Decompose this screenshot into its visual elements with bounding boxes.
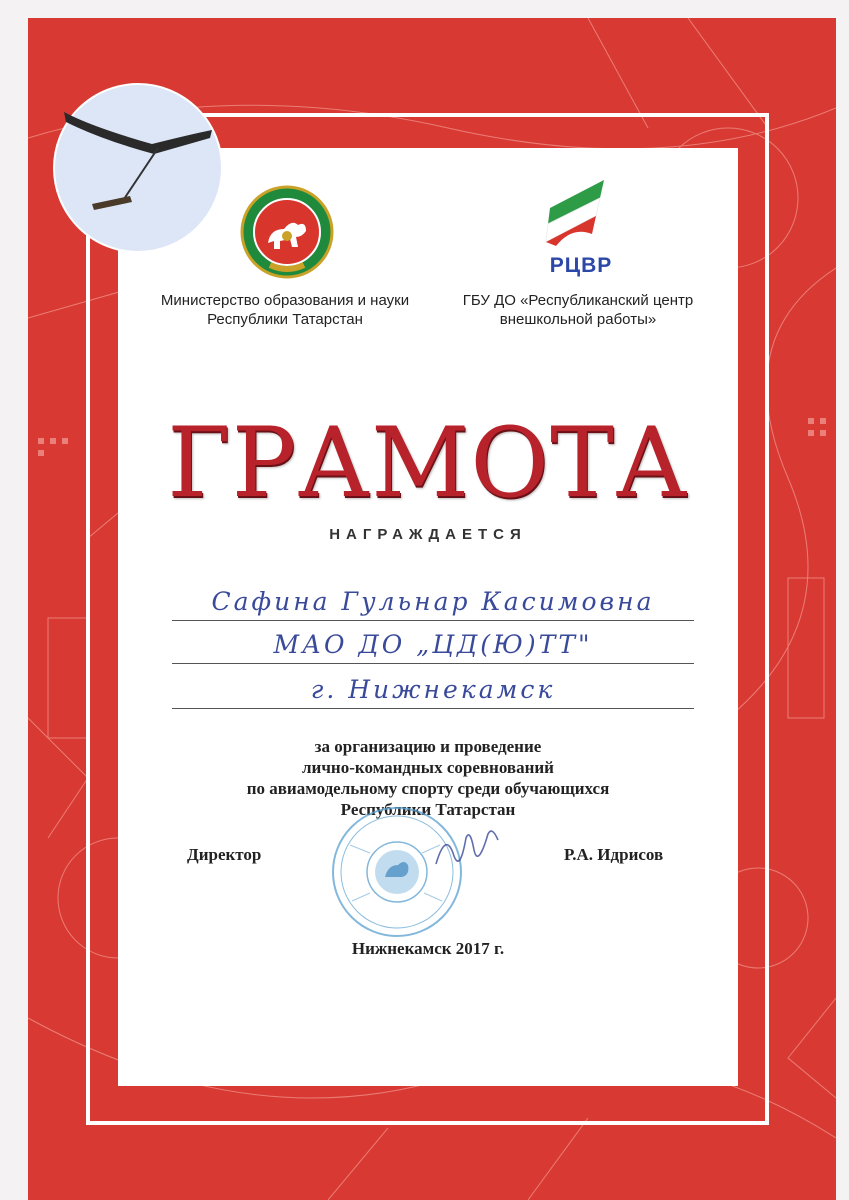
rcvr-logo-text: РЦВР <box>549 254 613 277</box>
ministry-name <box>145 291 425 329</box>
place-and-date: Нижнекамск 2017 г. <box>351 939 505 958</box>
reason-line-2: лично-командных соревнований <box>302 758 554 777</box>
center-name <box>453 291 703 329</box>
director-signature <box>432 820 502 880</box>
ministry-line-1: Министерство образования и науки <box>160 292 410 309</box>
airplane-model-icon <box>52 82 224 254</box>
recipient-organization: МАО ДО „ЦД(Ю)ТТ" <box>172 627 694 664</box>
awarded-label: НАГРАЖДАЕТСЯ <box>329 526 527 543</box>
ministry-line-2: Республики Татарстан <box>207 311 363 328</box>
director-name: Р.А. Идрисов <box>564 845 664 864</box>
recipient-city: г. Нижнекамск <box>172 672 694 709</box>
reason-line-3: по авиамодельному спорту среди обучающихся <box>246 779 610 798</box>
tatarstan-coat-of-arms-icon <box>240 185 334 279</box>
reason-line-4: Республики Татарстан <box>340 800 516 819</box>
center-line-1: ГБУ ДО «Республиканский центр <box>462 292 694 309</box>
center-line-2: внешкольной работы» <box>499 311 657 328</box>
director-label: Директор <box>187 845 262 864</box>
recipient-name: Сафина Гульнар Касимовна <box>172 584 694 621</box>
reason-line-1: за организацию и проведение <box>314 737 542 756</box>
certificate-title: ГРАМОТА <box>167 407 689 519</box>
